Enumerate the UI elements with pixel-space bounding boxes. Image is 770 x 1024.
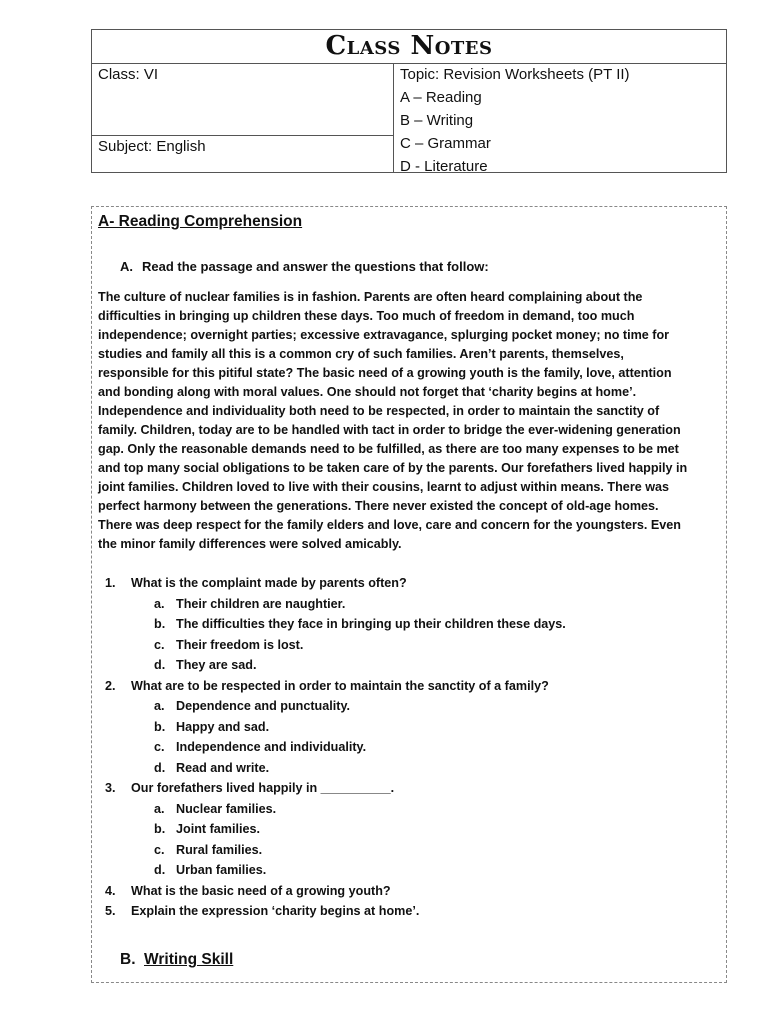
passage-line: independence; overnight parties; excessive extravagance, splurging pocket money; no time for [98,328,670,342]
header-table [91,29,727,173]
passage-line: joint families. Children loved to live with their cousins, learnt to adjust within means. There was [98,480,670,494]
page-title: Class Notes [92,30,726,64]
option-item [92,860,728,881]
question-list [92,573,728,922]
option-item [92,799,728,820]
option-text: Independence and individuality. [176,740,367,754]
option-item [92,696,728,717]
passage-line: perfect harmony between the generations. There never existed the concept of old-age homes. [98,499,659,513]
passage [98,288,722,554]
option-item [92,635,728,656]
section-a-title: A- Reading Comprehension [98,213,303,230]
passage-line: There was deep respect for the family elders and love, care and concern for the youngsters. Even [98,518,682,532]
topic-cell [394,63,726,175]
subject-cell [92,135,393,172]
question-item [92,881,728,902]
option-letter: b. [154,719,166,734]
passage-line: and bonding along with moral values. One should not forget that ‘charity begins at home’. [98,385,637,399]
question-number: 4. [105,883,116,898]
question-text: What is the complaint made by parents often? [131,576,407,590]
option-letter: d. [154,658,166,672]
option-text: Nuclear families. [176,801,277,816]
option-letter: a. [154,699,165,713]
question-number: 5. [105,904,116,918]
topic-line: Topic: Revision Worksheets (PT II) [400,66,630,83]
topic-line: B – Writing [400,112,474,129]
instruction-text: Read the passage and answer the questions that follow: [142,259,489,274]
passage-line: gap. Only the reasonable demands need to be fulfilled, as there are too many expenses to be met [98,442,679,456]
class-label: Class: VI [98,66,159,83]
question-text: What is the basic need of a growing youth? [131,883,391,898]
option-letter: b. [154,822,166,836]
option-letter: d. [154,863,166,877]
question-number: 1. [105,576,116,590]
passage-line: difficulties in bringing up children these days. Too much of freedom in demand, too much [98,309,635,323]
question-number: 3. [105,781,116,795]
passage-line: The culture of nuclear families is in fashion. Parents are often heard complaining about the [98,290,643,304]
option-item [92,737,728,758]
section-b-heading [120,951,233,969]
question-text: Explain the expression ‘charity begins at home’. [131,904,420,918]
option-item [92,840,728,861]
option-item [92,614,728,635]
option-text: Joint families. [176,822,260,836]
option-letter: c. [154,740,165,754]
option-text: Their freedom is lost. [176,637,304,652]
topic-line: C – Grammar [400,135,491,152]
option-item [92,819,728,840]
option-text: Their children are naughtier. [176,596,346,611]
passage-line: responsible for this pitiful state? The basic need of a growing youth is the family, love, attention [98,366,672,380]
passage-line: studies and family all this is a common cry of such families. Aren’t parents, themselves, [98,347,624,361]
option-item [92,655,728,676]
option-letter: b. [154,617,166,631]
option-text: Happy and sad. [176,719,270,734]
header-left-column [92,63,394,172]
question-text: What are to be respected in order to maintain the sanctity of a family? [131,678,549,693]
passage-line: family. Children, today are to be handled with tact in order to bridge the ever-widening generation [98,423,681,437]
option-letter: a. [154,801,165,816]
instruction-label: A. [120,259,133,274]
passage-line: and top many social obligations to be taken care of by the parents. Our forefathers lived happily in [98,461,688,475]
question-number: 2. [105,678,116,693]
option-letter: d. [154,760,166,775]
question-item [92,573,728,594]
option-letter: c. [154,637,165,652]
option-text: Dependence and punctuality. [176,699,351,713]
class-cell [92,63,393,135]
option-item [92,594,728,615]
subject-label: Subject: English [98,138,206,155]
topic-line: D - Literature [400,158,488,175]
topic-line: A – Reading [400,89,482,106]
option-letter: a. [154,596,165,611]
option-letter: c. [154,842,165,857]
question-item [92,778,728,799]
worksheet-content [91,206,727,983]
question-item [92,901,728,922]
option-item [92,717,728,738]
question-item [92,676,728,697]
section-b-label: B. [120,951,136,968]
header-columns [92,63,726,175]
passage-line: the minor family differences were solved amicably. [98,537,402,551]
option-text: They are sad. [176,658,257,672]
passage-line: Independence and individuality both need to be respected, in order to maintain the sanctity of [98,404,660,418]
option-item [92,758,728,779]
section-b-title: Writing Skill [144,951,234,968]
option-text: Read and write. [176,760,270,775]
question-text: Our forefathers lived happily in __________. [131,781,395,795]
option-text: The difficulties they face in bringing up their children these days. [176,617,566,631]
instruction [120,259,489,274]
option-text: Urban families. [176,863,267,877]
option-text: Rural families. [176,842,263,857]
